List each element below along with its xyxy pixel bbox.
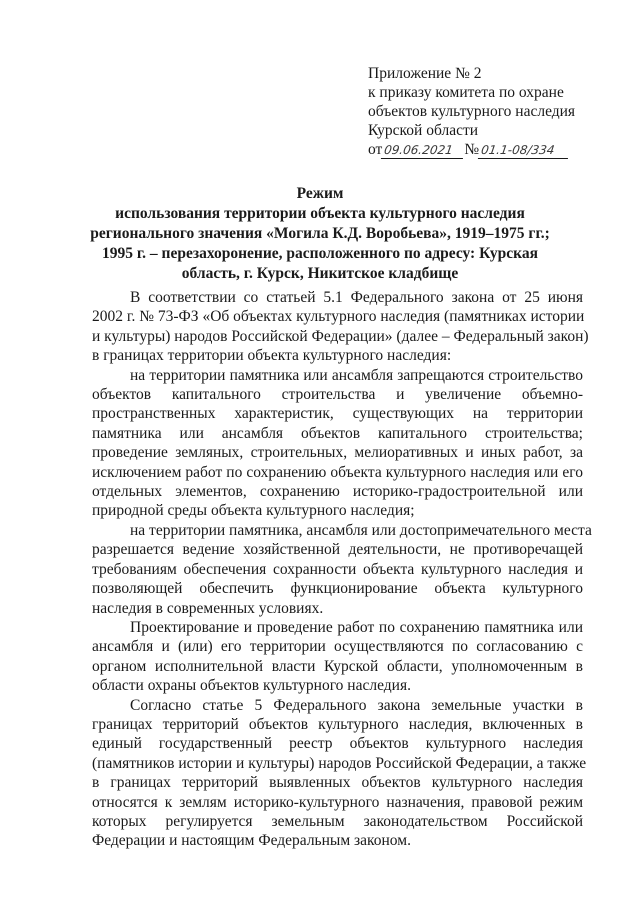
- text-line: разрешается ведение хозяйственной деятельности, не противоречащей: [92, 541, 583, 559]
- paragraph-4: [92, 618, 583, 696]
- text-line: проведение земляных, строительных, мелиоративных и иных работ, за: [92, 444, 583, 462]
- appendix-line-4: Курской области: [368, 122, 479, 139]
- text-line: в границах территорий выявленных объектов культурного наследия: [92, 774, 583, 792]
- text-line: памятника или ансамбля объектов капитального строительства;: [92, 424, 583, 442]
- text-line: 2002 г. № 73-ФЗ «Об объектах культурного наследия (памятниках истории: [92, 308, 585, 326]
- text-line: на территории памятника, ансамбля или достопримечательного места: [130, 521, 592, 539]
- text-line: и культуры) народов Российской Федерации» (далее – Федеральный закон): [92, 327, 589, 345]
- text-line: отдельных элементов, сохранению историко-градостроительной или: [92, 483, 583, 501]
- text-line: на территории памятника или ансамбля запрещаются строительство: [130, 366, 583, 384]
- text-line: объектов капитального строительства и увеличение объемно-: [92, 386, 583, 404]
- text-line: требованиям обеспечения сохранности объекта культурного наследия и: [92, 560, 583, 578]
- title-line-1: Режим: [296, 185, 344, 202]
- text-line: границах территорий объектов культурного наследия, включенных в: [92, 715, 583, 733]
- handwritten-date: 09.06.2021: [381, 143, 465, 159]
- appendix-header: [368, 64, 598, 159]
- from-label: от: [368, 141, 383, 158]
- text-line: области охраны объектов культурного наследия.: [92, 677, 411, 695]
- document-body: [92, 288, 592, 851]
- appendix-line-1: Приложение № 2: [368, 65, 482, 82]
- text-line: наследия в современных условиях.: [92, 599, 324, 617]
- paragraph-3: [92, 521, 592, 618]
- text-line: пространственных характеристик, существующих на территории: [92, 405, 583, 423]
- title-line-5: область, г. Курск, Никитское кладбище: [181, 265, 459, 282]
- document-title: [90, 184, 550, 284]
- paragraph-5: [92, 696, 587, 851]
- text-line: единый государственный реестр объектов культурного наследия: [92, 735, 583, 753]
- paragraph-2: [92, 366, 583, 521]
- text-line: которых регулируется земельным законодательством Российской: [92, 812, 583, 830]
- title-line-2: использования территории объекта культурного наследия: [115, 205, 525, 222]
- appendix-line-3: объектов культурного наследия: [368, 103, 576, 120]
- text-line: органом исполнительной власти Курской области, уполномоченным в: [92, 657, 583, 675]
- number-label: №: [464, 141, 480, 158]
- text-line: Федерации и настоящим Федеральным законом.: [92, 832, 411, 850]
- text-line: в границах территории объекта культурного наследия:: [92, 347, 452, 365]
- text-line: Согласно статье 5 Федерального закона земельные участки в: [130, 696, 583, 714]
- handwritten-number: 01.1-08/334: [478, 143, 570, 159]
- text-line: позволяющей обеспечить функционирование объекта культурного: [92, 580, 583, 598]
- text-line: исключением работ по сохранению объекта культурного наследия или его: [92, 463, 583, 481]
- text-line: относятся к землям историко-культурного назначения, правовой режим: [92, 793, 583, 811]
- title-line-3: регионального значения «Могила К.Д. Воробьева», 1919–1975 гг.;: [90, 225, 550, 242]
- appendix-line-2: к приказу комитета по охране: [368, 84, 564, 101]
- text-line: ансамбля и (или) его территории осуществляются по согласованию с: [92, 638, 583, 656]
- paragraph-1: [92, 288, 589, 366]
- text-line: Проектирование и проведение работ по сохранению памятника или: [130, 618, 583, 636]
- order-date-number-line: [368, 140, 598, 159]
- text-line: В соответствии со статьей 5.1 Федерального закона от 25 июня: [130, 289, 583, 306]
- title-line-4: 1995 г. – перезахоронение, расположенного по адресу: Курская: [101, 245, 539, 262]
- text-line: природной среды объекта культурного наследия;: [92, 502, 415, 520]
- text-line: (памятников истории и культуры) народов Российской Федерации, а также: [92, 754, 587, 772]
